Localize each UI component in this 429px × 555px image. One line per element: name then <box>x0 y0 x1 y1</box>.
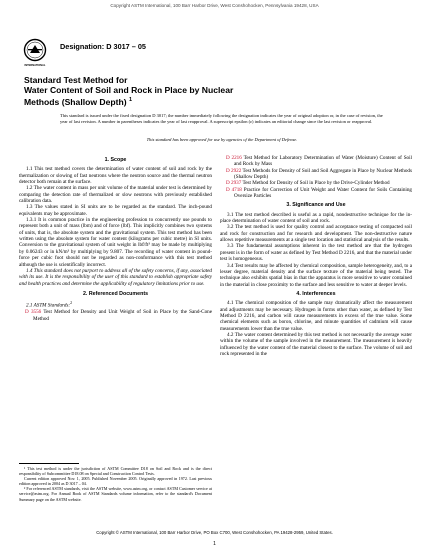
title-line-3-text: Methods (Shallow Depth) <box>24 96 127 107</box>
astm-logo <box>22 38 48 72</box>
significance-heading: 3. Significance and Use <box>286 202 346 209</box>
footnote: Current edition approved Nov. 1, 2005. Published November 2005. Originally approved in 1972. Last previous edition approved in 2004 as D 3017 – 04. <box>19 476 212 487</box>
significance-paragraph: 3.4 Test results may be affected by chemical composition, sample heterogeneity, and, to a lesser degree, material density and the surface texture of the material being tested. The technique also exhibits spatial bias in that the apparatus is more sensitive to water contained in the material in close proximity to the surface and less sensitive to water at deeper levels. <box>220 262 412 288</box>
scope-paragraph: 1.2 The water content in mass per unit volume of the material under test is determined by comparing the detection rate of thermalized or slow neutrons with previously established calibration data. <box>19 185 212 205</box>
refdocs-footnote-mark[interactable]: 2 <box>70 301 73 306</box>
refdocs-heading: 2. Referenced Documents <box>82 290 149 297</box>
reference-item <box>220 168 412 181</box>
left-column <box>19 155 212 322</box>
scope-paragraph: 1.3 The values stated in SI units are to be regarded as the standard. The inch-pound equivalents may be approximate. <box>19 204 212 217</box>
title-line-1: Standard Test Method for <box>24 75 128 85</box>
scope-heading: 1. Scope <box>104 157 127 163</box>
reference-title: Practice for Correction of Unit Weight and Water Content for Soils Containing Oversize Particles <box>234 186 412 200</box>
reference-title: Test Method for Laboratory Determination of Water (Moisture) Content of Soil and Rock by Mass <box>234 155 412 168</box>
interferences-paragraph: 4.1 The chemical composition of the sample may dramatically affect the measurement and adjustments may be necessary. Hydrogen in forms other than water, as defined by Test Method D 2216, and carbon will cause measurements in excess of the true value. Some chemical elements such as boron, chlorine, and minute quantities of cadmium will cause measurements lower than the true value. <box>220 300 412 332</box>
logo-text: INTERNATIONAL <box>24 64 46 67</box>
page-number: 1 <box>213 541 216 547</box>
scope-paragraph: 1.1 This test method covers the determination of water content of soil and rock by the thermalization or slowing of fast neutrons where the neutron source and the thermal neutron detector both remain at the surface. <box>19 166 212 186</box>
interferences-paragraph: 4.2 The water content determined by this test method is not necessarily the average water within the volume of the sample involved in the measurement. The measurement is heavily influenced by the water content of the material closest to the surface. The volume of soil and rock represented in the <box>220 331 412 357</box>
footnotes <box>19 466 212 502</box>
approval-note: This standard has been approved for use by agencies of the Department of Defense. <box>146 137 298 142</box>
designation: Designation: D 3017 – 05 <box>60 42 146 51</box>
title-line-2: Water Content of Soil and Rock in Place by Nuclear <box>24 85 234 95</box>
title-line-3 <box>24 95 394 107</box>
reference-link[interactable]: D 4718 <box>226 186 242 193</box>
copyright-header: Copyright ASTM International, 100 Barr Harbor Drive, West Conshohocken, Pennsylvania 19428, USA <box>110 3 319 8</box>
reference-title: Test Method for Density of Soil in Place by the Drive-Cylinder Method <box>242 180 390 187</box>
reference-link[interactable]: D 3556 <box>25 309 42 316</box>
bottom-copyright: Copyright © ASTM International, 100 Barr Harbor Drive, PO Box C700, West Conshohocken, PA 19428-2959, United States. <box>96 530 333 535</box>
significance-paragraph: 3.2 The test method is used for quality control and acceptance testing of compacted soil and rock for construction and for research and development. The non-destructive nature allows repetitive measurements at a single test location and statistical analysis of the results. <box>220 224 412 244</box>
footnote-divider <box>19 463 79 464</box>
reference-link[interactable]: D 2922 <box>226 167 242 174</box>
footnote: ¹ This test method is under the jurisdiction of ASTM Committee D18 on Soil and Rock and is the direct responsibility of Subcommittee D18.08 on Special and Construction Control Tests. <box>19 466 212 477</box>
significance-paragraph: 3.3 The fundamental assumptions inherent in the test method are that the hydrogen present is in the form of water as defined by Test Method D 2216, and that the material under test is homogeneous. <box>220 243 412 263</box>
standard-note: This standard is issued under the fixed designation D 3017; the number immediately following the designation indicates the year of original adoption or, in the case of revision, the year of last revision. A number in parentheses indicates the year of last reapproval. A superscript epsilon (ε) indicates an editorial change since the last revision or reapproval. <box>60 113 383 124</box>
reference-item <box>19 309 212 322</box>
refdocs-intro-text: 2.1 ASTM Standards: <box>26 302 71 309</box>
title-footnote-mark[interactable]: 1 <box>129 97 133 103</box>
reference-link[interactable]: D 2937 <box>226 180 242 187</box>
interferences-heading: 4. Interferences <box>296 290 336 297</box>
reference-link[interactable]: D 2216 <box>226 155 242 161</box>
scope-paragraph-italic: 1.4 This standard does not purport to address all of the safety concerns, if any, associated with its use. It is the responsibility of the user of this standard to establish appropriate safety and health practices and determine the applicability of regulatory limitations prior to use. <box>19 267 212 287</box>
reference-item <box>220 155 412 168</box>
reference-title: Test Methods for Density of Soil and Soil Aggregate in Place by Nuclear Methods (Shallow Depth) <box>234 167 413 181</box>
reference-title: Test Method for Density and Unit Weight of Soil in Place by the Sand-Cone Method <box>33 309 212 322</box>
document-title <box>24 75 394 107</box>
footnote: ² For referenced ASTM standards, visit the ASTM website, www.astm.org, or contact ASTM Customer service at service@astm.org. For Annual Book of ASTM Standards volume information, refer to the standard's Document Summary page on the ASTM website. <box>19 486 212 502</box>
reference-item <box>220 187 412 200</box>
right-column <box>220 155 412 357</box>
scope-paragraph: 1.3.1 It is common practice in the engineering profession to concurrently use pounds to represent both a unit of mass (lbm) and of force (lbf). This implicitly combines two systems of units, that is, the absolute system and the gravitational system. This test method has been written using the absolute system for water content (kilograms per cubic metre) in SI units. Conversion to the gravitational system of unit weight in lbf/ft³ may be made by multiplying by 0.06243 or in kN/m³ by multiplying by 9.807. The recording of water content in pound-force per cubic foot should not be regarded as non-conformance with this test method although the use is scientifically incorrect. <box>19 217 212 268</box>
refdocs-intro <box>19 300 212 309</box>
significance-paragraph: 3.1 The test method described is useful as a rapid, nondestructive technique for the in-place determination of water content of soil and rock. <box>220 211 412 225</box>
